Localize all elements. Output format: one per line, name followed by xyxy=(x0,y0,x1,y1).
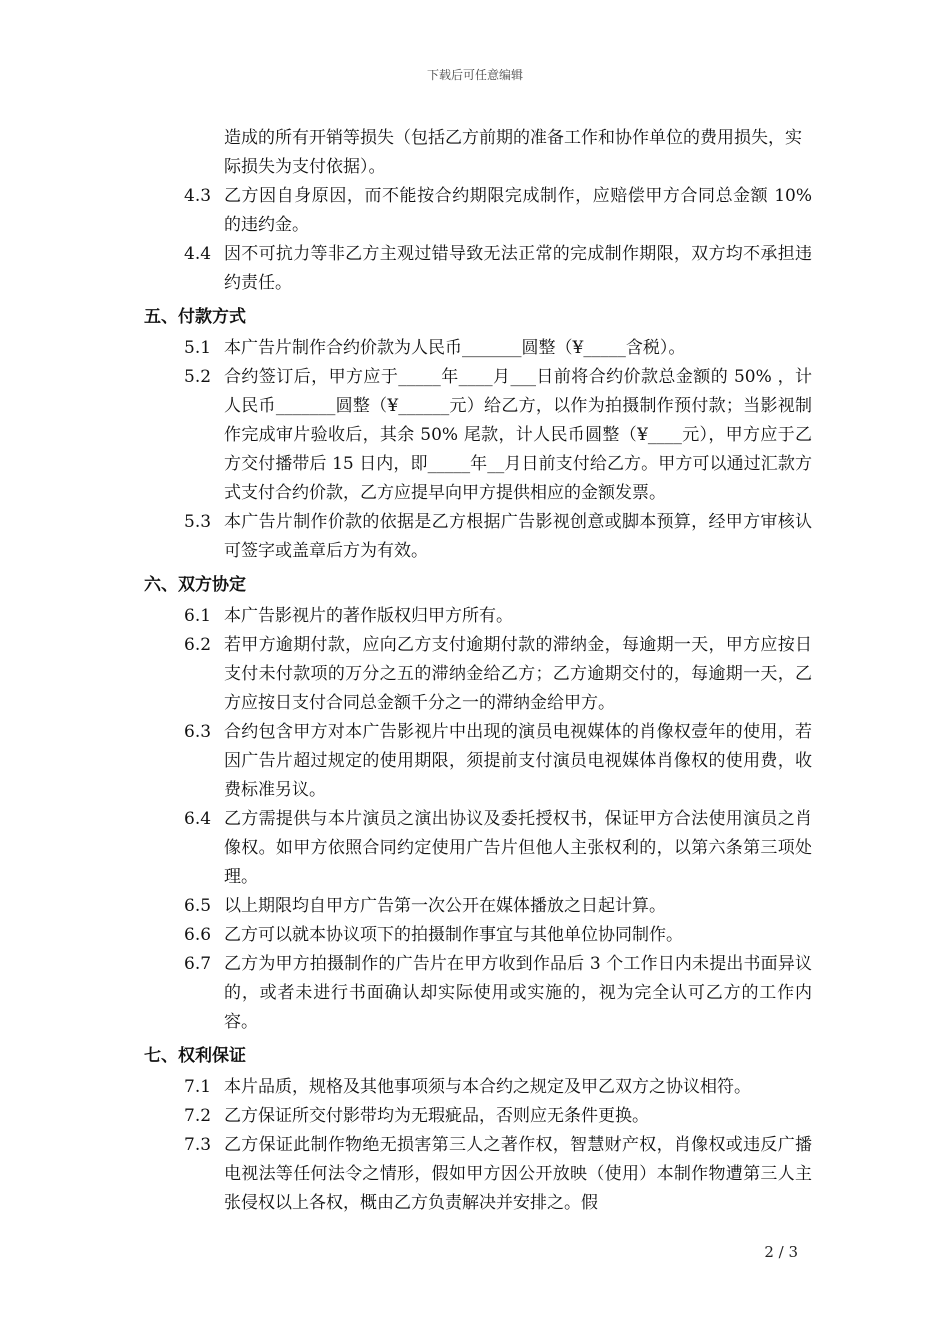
clause-text: 合约包含甲方对本广告影视片中出现的演员电视媒体的肖像权壹年的使用，若因广告片超过规定的使用期限，须提前支付演员电视媒体肖像权的使用费，收费标准另议。 xyxy=(224,722,812,800)
clause-number: 6.1 xyxy=(184,606,212,626)
clause-text: 乙方因自身原因，而不能按合约期限完成制作，应赔偿甲方合同总金额 10% 的违约金。 xyxy=(224,186,812,235)
clause-5-2 xyxy=(144,363,812,508)
clause-text: 因不可抗力等非乙方主观过错导致无法正常的完成制作期限，双方均不承担违约责任。 xyxy=(224,244,812,293)
clause-5-3 xyxy=(144,508,812,566)
clause-text: 乙方为甲方拍摄制作的广告片在甲方收到作品后 3 个工作日内未提出书面异议的，或者未进行书面确认却实际使用或实施的，视为完全认可乙方的工作内容。 xyxy=(224,954,812,1032)
clause-6-6 xyxy=(144,921,812,950)
clause-number: 5.3 xyxy=(184,512,212,532)
clause-text: 本片品质，规格及其他事项须与本合约之规定及甲乙双方之协议相符。 xyxy=(224,1077,751,1097)
clause-number: 6.2 xyxy=(184,635,212,655)
clause-7-3 xyxy=(144,1131,812,1218)
document-body xyxy=(144,124,812,1218)
continuation-text: 造成的所有开销等损失（包括乙方前期的准备工作和协作单位的费用损失，实际损失为支付依据）。 xyxy=(224,128,802,177)
clause-7-2 xyxy=(144,1102,812,1131)
clause-7-1 xyxy=(144,1073,812,1102)
clause-6-1 xyxy=(144,602,812,631)
clause-number: 6.6 xyxy=(184,925,212,945)
page-number: 2 / 3 xyxy=(764,1243,798,1261)
clause-number: 6.7 xyxy=(184,954,212,974)
section-title-rights: 七、权利保证 xyxy=(144,1046,246,1066)
header-note: 下载后可任意编辑 xyxy=(426,68,523,82)
section-title-agreement: 六、双方协定 xyxy=(144,575,246,595)
clause-5-1 xyxy=(144,334,812,363)
clause-6-3 xyxy=(144,718,812,805)
clause-text: 乙方需提供与本片演员之演出协议及委托授权书，保证甲方合法使用演员之肖像权。如甲方依照合同约定使用广告片但他人主张权利的，以第六条第三项处理。 xyxy=(224,809,812,887)
clause-text: 本广告影视片的著作版权归甲方所有。 xyxy=(224,606,513,626)
clause-6-7 xyxy=(144,950,812,1037)
clause-6-5 xyxy=(144,892,812,921)
clause-6-2 xyxy=(144,631,812,718)
clause-number: 5.2 xyxy=(184,367,212,387)
clause-text: 合约签订后，甲方应于_____年____月___日前将合约价款总金额的 50% ，计人民币_______圆整（¥______元）给乙方，以作为拍摄制作预付款；当影视制作完成审片验收后，其余 50% 尾款，计人民币圆整（¥____元），甲方应于乙方交付播带后 15 日内，即_____年__月日前支付给乙方。甲方可以通过汇款方式支付合约价款，乙方应提早向甲方提供相应的金额发票。 xyxy=(224,367,812,503)
clause-number: 4.3 xyxy=(184,186,212,206)
clause-number: 6.3 xyxy=(184,722,212,742)
clause-text: 若甲方逾期付款，应向乙方支付逾期付款的滞纳金，每逾期一天，甲方应按日支付未付款项的万分之五的滞纳金给乙方；乙方逾期交付的，每逾期一天，乙方应按日支付合同总金额千分之一的滞纳金给甲方。 xyxy=(224,635,812,713)
clause-text: 本广告片制作合约价款为人民币_______圆整（¥_____含税）。 xyxy=(224,338,686,358)
clause-number: 7.1 xyxy=(184,1077,212,1097)
clause-number: 5.1 xyxy=(184,338,212,358)
clause-number: 4.4 xyxy=(184,244,212,264)
clause-text: 以上期限均自甲方广告第一次公开在媒体播放之日起计算。 xyxy=(224,896,666,916)
clause-text: 乙方可以就本协议项下的拍摄制作事宜与其他单位协同制作。 xyxy=(224,925,683,945)
clause-4-3 xyxy=(144,182,812,240)
clause-number: 7.3 xyxy=(184,1135,212,1155)
clause-text: 乙方保证所交付影带均为无瑕疵品，否则应无条件更换。 xyxy=(224,1106,649,1126)
clause-6-4 xyxy=(144,805,812,892)
section-title-payment: 五、付款方式 xyxy=(144,307,246,327)
clause-number: 7.2 xyxy=(184,1106,212,1126)
clause-text: 本广告片制作价款的依据是乙方根据广告影视创意或脚本预算，经甲方审核认可签字或盖章后方为有效。 xyxy=(224,512,812,561)
clause-4-4 xyxy=(144,240,812,298)
clause-number: 6.4 xyxy=(184,809,212,829)
clause-text: 乙方保证此制作物绝无损害第三人之著作权，智慧财产权，肖像权或违反广播电视法等任何法令之情形，假如甲方因公开放映（使用）本制作物遭第三人主张侵权以上各权，概由乙方负责解决并安排之。假 xyxy=(224,1135,812,1213)
clause-number: 6.5 xyxy=(184,896,212,916)
